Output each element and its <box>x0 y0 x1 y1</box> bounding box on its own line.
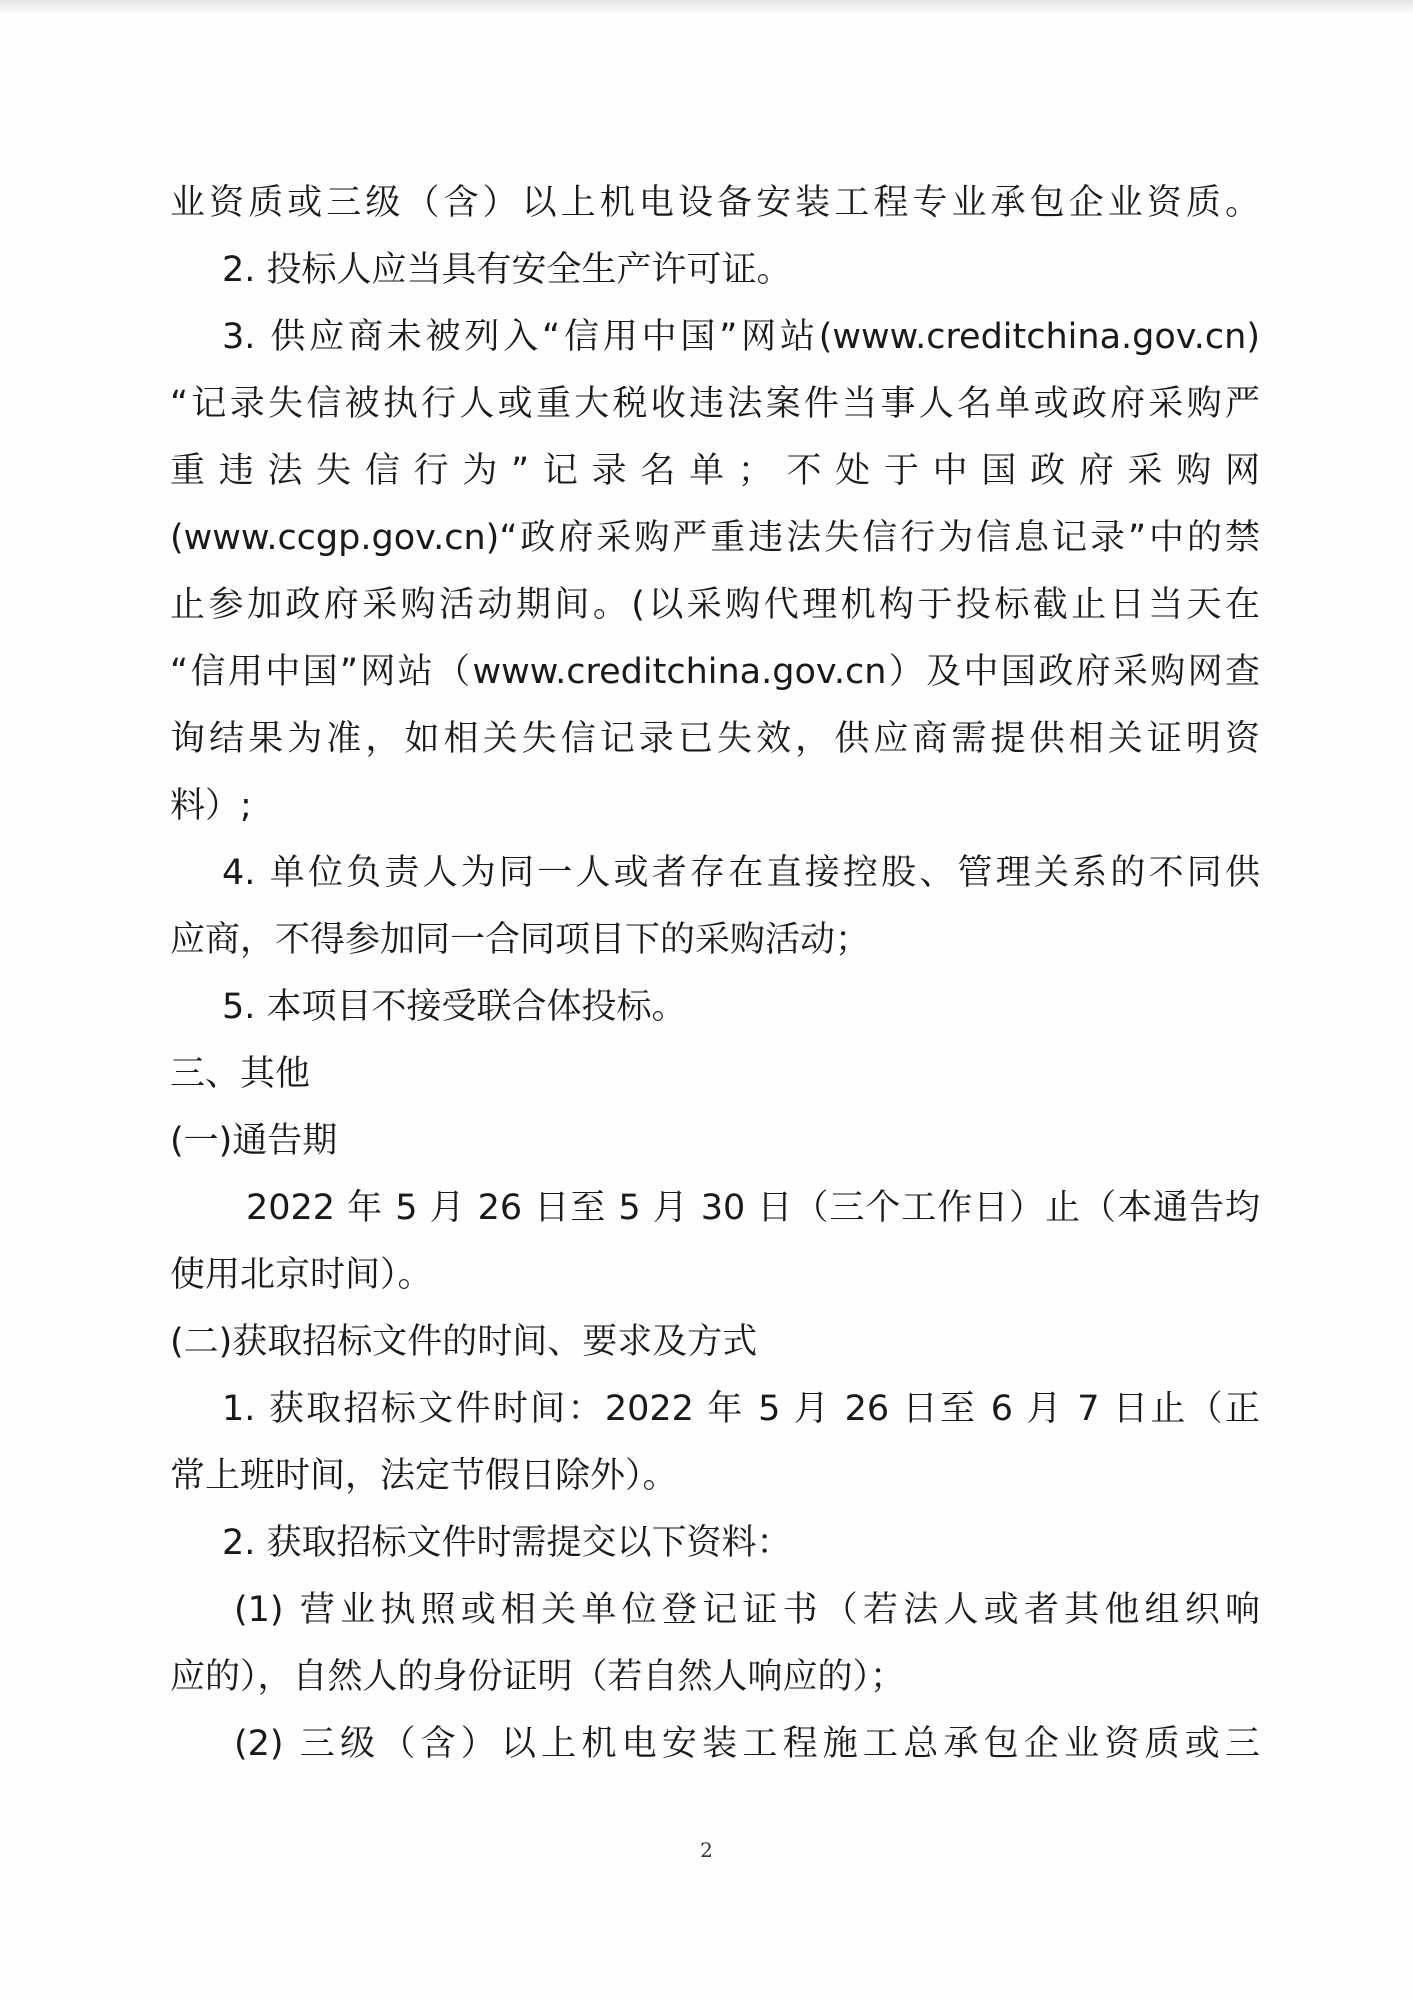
text-line: 重违法失信行为”记录名单；不处于中国政府采购网 <box>170 451 1260 491</box>
text-line: 2. 获取招标文件时需提交以下资料： <box>222 1523 792 1563</box>
scan-edge <box>0 0 1413 14</box>
section-heading: 三、其他 <box>170 1054 311 1094</box>
document-body <box>170 170 1260 1778</box>
text-line: 应商，不得参加同一合同项目下的采购活动； <box>170 920 871 960</box>
text-line: 4. 单位负责人为同一人或者存在直接控股、管理关系的不同供 <box>222 853 1260 893</box>
text-line: 应的），自然人的身份证明（若自然人响应的）； <box>170 1657 906 1697</box>
page-number: 2 <box>700 1838 713 1862</box>
text-line: 使用北京时间）。 <box>170 1255 433 1295</box>
text-line: 料）; <box>170 786 252 826</box>
subsection-heading: (一)通告期 <box>170 1121 338 1161</box>
text-line: “记录失信被执行人或重大税收违法案件当事人名单或政府采购严 <box>170 384 1260 424</box>
text-line: 2022 年 5 月 26 日至 5 月 30 日（三个工作日）止（本通告均 <box>246 1188 1260 1228</box>
text-line: 5. 本项目不接受联合体投标。 <box>222 987 687 1027</box>
text-line: 常上班时间，法定节假日除外）。 <box>170 1456 678 1496</box>
text-line: 业资质或三级（含）以上机电设备安装工程专业承包企业资质。 <box>170 183 1260 223</box>
text-line: 3. 供应商未被列入“信用中国”网站(www.creditchina.gov.cn) <box>222 317 1260 357</box>
subsection-heading: (二)获取招标文件的时间、要求及方式 <box>170 1322 758 1362</box>
text-line: (www.ccgp.gov.cn)“政府采购严重违法失信行为信息记录”中的禁 <box>170 518 1260 558</box>
text-line: (1) 营业执照或相关单位登记证书（若法人或者其他组织响 <box>234 1590 1260 1630</box>
text-line: 2. 投标人应当具有安全生产许可证。 <box>222 250 792 290</box>
text-line: 止参加政府采购活动期间。(以采购代理机构于投标截止日当天在 <box>170 585 1260 625</box>
text-line: “信用中国”网站（www.creditchina.gov.cn）及中国政府采购网查 <box>170 652 1260 692</box>
text-line: 询结果为准，如相关失信记录已失效，供应商需提供相关证明资 <box>170 719 1260 759</box>
text-line: 1. 获取招标文件时间：2022 年 5 月 26 日至 6 月 7 日止（正 <box>222 1389 1260 1429</box>
text-line: (2) 三级（含）以上机电安装工程施工总承包企业资质或三 <box>234 1724 1260 1764</box>
